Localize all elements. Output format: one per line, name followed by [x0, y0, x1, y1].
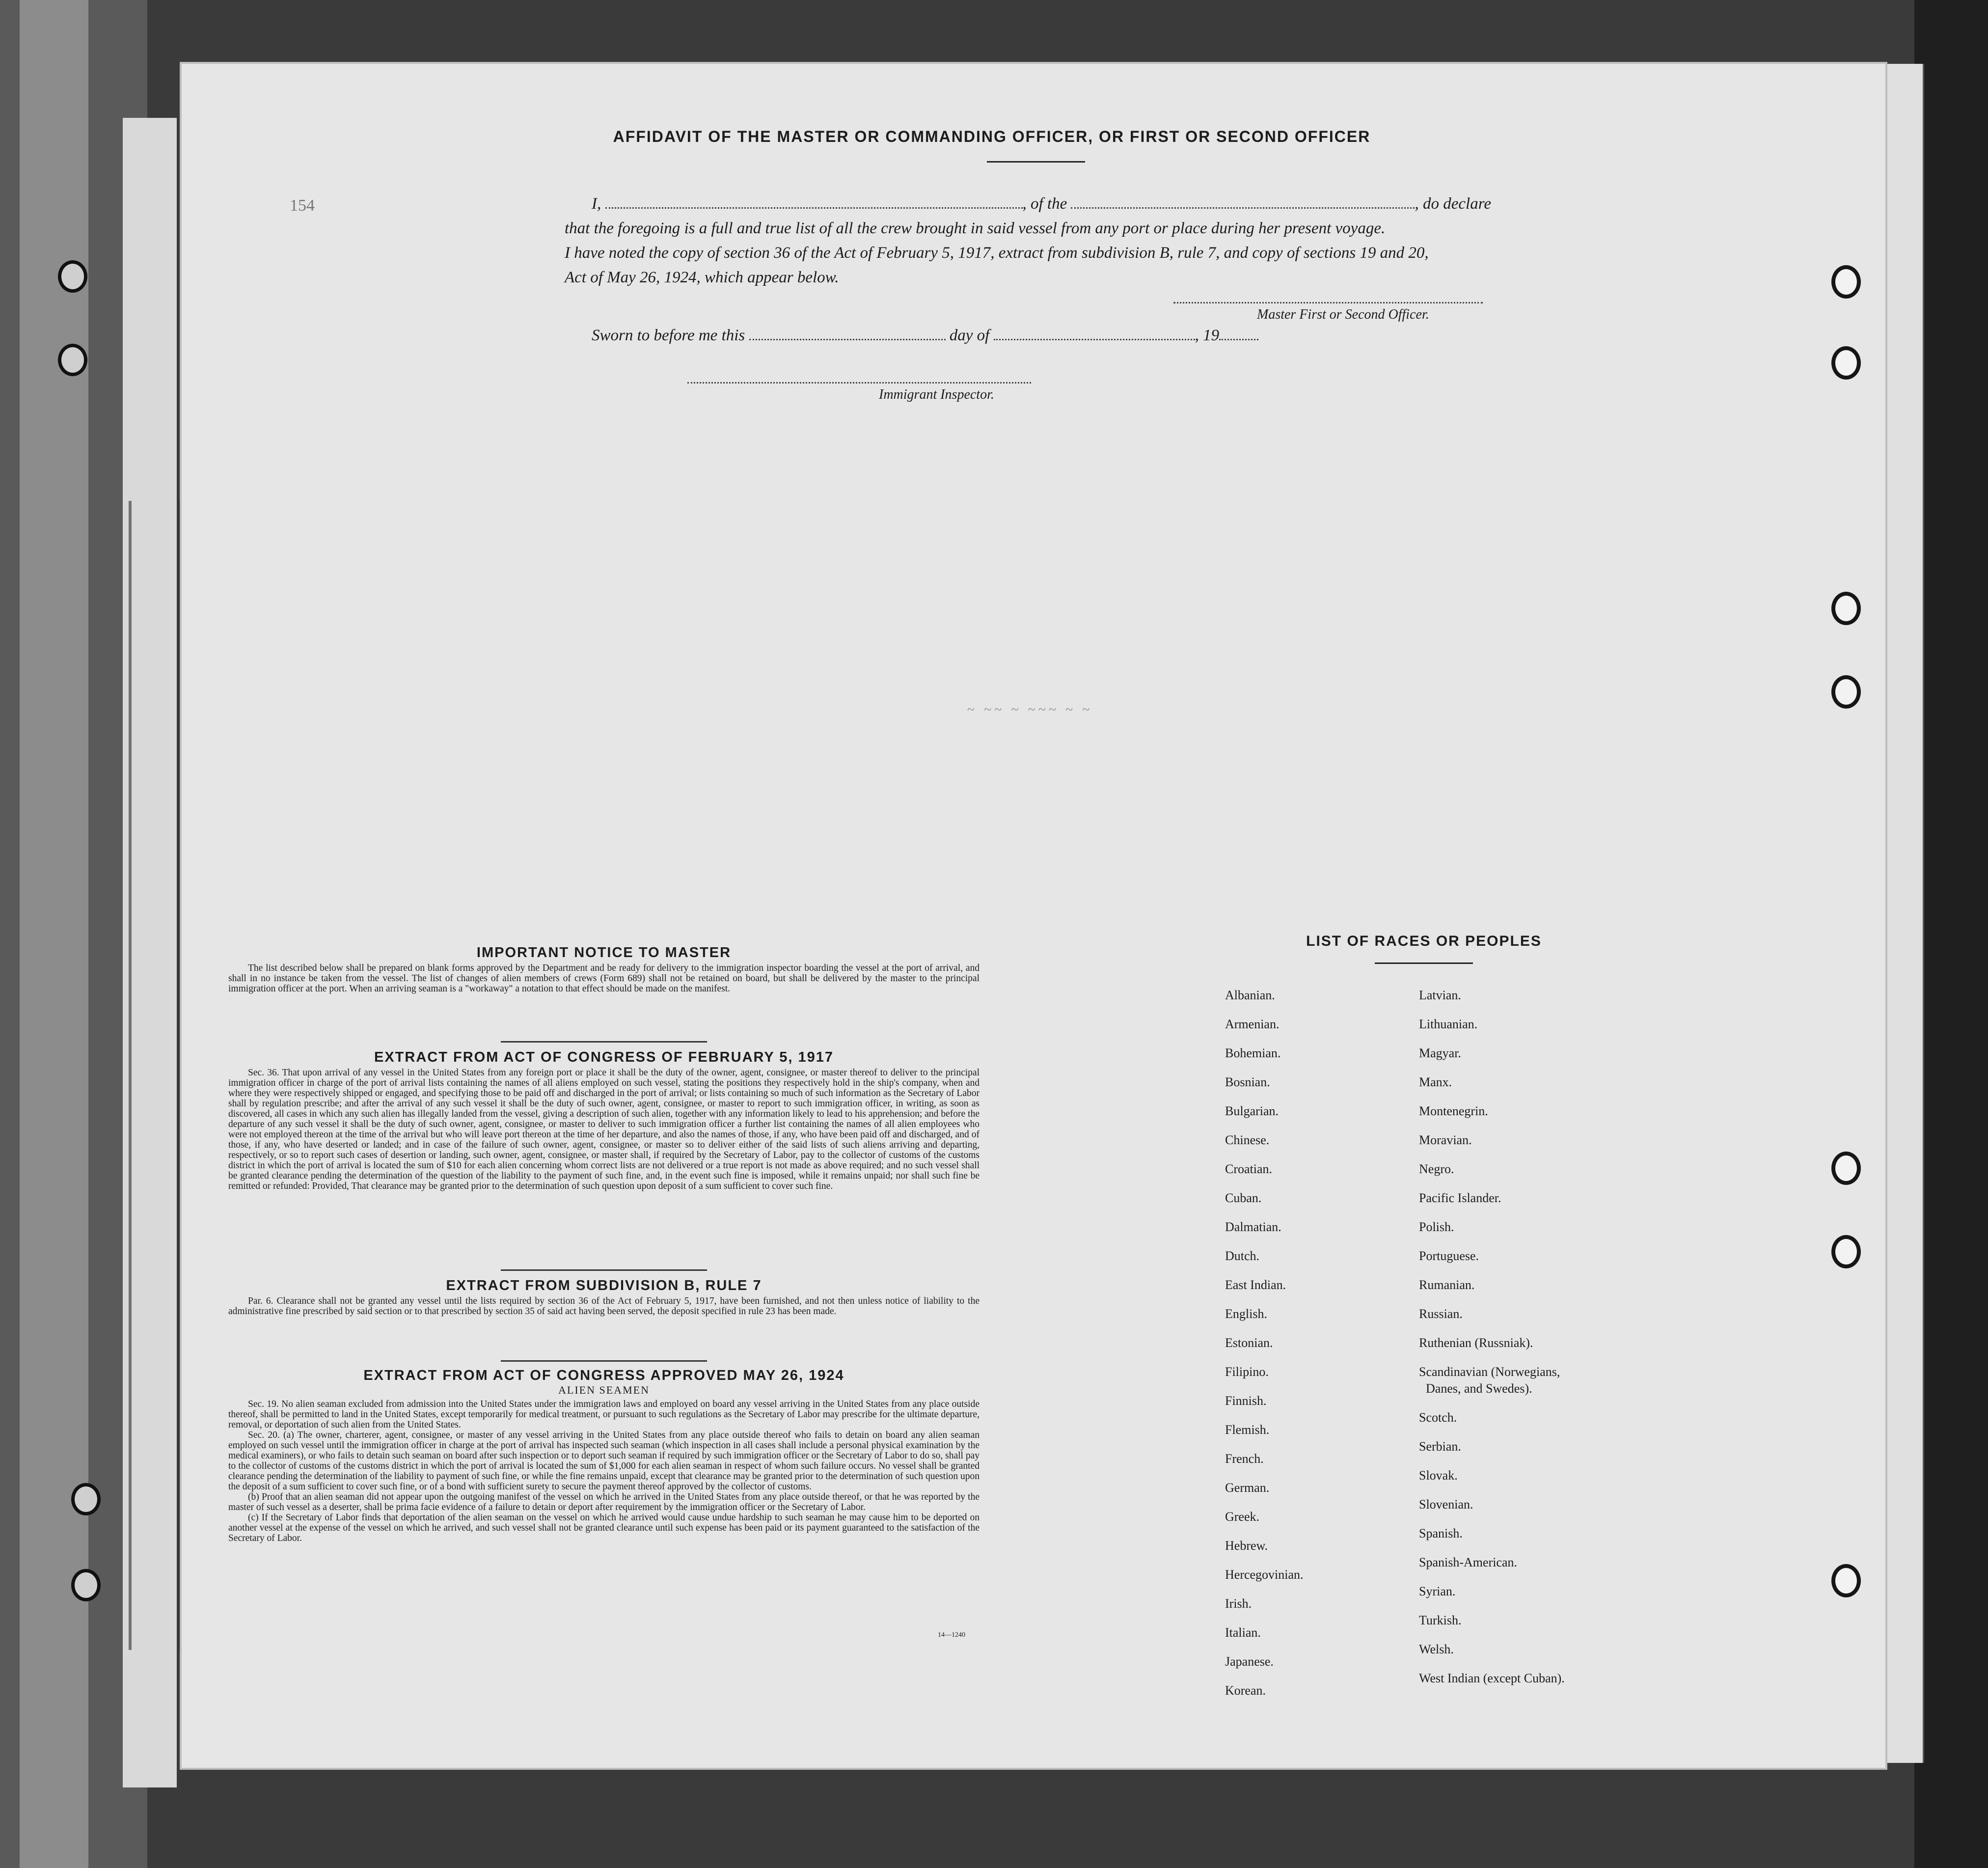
race-item: Albanian. [1225, 988, 1275, 1002]
binder-ring-icon [58, 344, 87, 376]
race-item: Italian. [1225, 1625, 1261, 1640]
race-item: Hercegovinian. [1225, 1567, 1304, 1582]
section-20c-text: (c) If the Secretary of Labor finds that deportation of the alien seaman on the vessel on which he arrived would cause undue hardship to such seaman he may cause him to be deported on another vessel at the expense of the vessel on which he arrived, and such vessel shall not be granted clearance until such expense has been paid or its payment guaranteed to the satisfaction of the Secretary of Labor. [228, 1512, 980, 1543]
signature-label: Master First or Second Officer. [1257, 307, 1429, 322]
race-item: Pacific Islander. [1419, 1191, 1501, 1205]
race-item: Spanish-American. [1419, 1555, 1518, 1569]
extract-1917-section [228, 1041, 980, 1191]
sworn-prefix: Sworn to before me this [592, 327, 745, 344]
race-item: Slovak. [1419, 1468, 1458, 1483]
races-title-rule [1375, 962, 1473, 964]
race-item: Armenian. [1225, 1017, 1280, 1031]
sworn-year-label: , 19 [1195, 327, 1220, 344]
race-item: English. [1225, 1307, 1267, 1321]
race-item: Dutch. [1225, 1249, 1260, 1263]
race-item: Greek. [1225, 1510, 1260, 1524]
race-item: Scandinavian (Norwegians, [1419, 1365, 1560, 1379]
sworn-line [592, 327, 1258, 345]
extract-rule7-body: Par. 6. Clearance shall not be granted any vessel until the lists required by section 36 of the Act of February 5, 1917, have been furnished, and not then unless notice of liability to the administrative fine prescribed by said section or to that prescribed by section 35 of said act having been served, the deposit specified in rule 23 has been made. [228, 1296, 980, 1317]
affidavit-title-rule [987, 161, 1085, 163]
extract-1917-title: EXTRACT FROM ACT OF CONGRESS OF FEBRUARY 5, 1917 [374, 1049, 834, 1065]
race-item: Danes, and Swedes). [1426, 1381, 1532, 1396]
race-item: Spanish. [1419, 1526, 1463, 1540]
sworn-year-blank [1219, 339, 1258, 340]
punch-hole-icon [1831, 346, 1861, 380]
races-column-1 [1225, 987, 1304, 1711]
race-item: Lithuanian. [1419, 1017, 1478, 1031]
race-item: Slovenian. [1419, 1497, 1473, 1511]
section-separator [501, 1269, 707, 1271]
race-item: Bulgarian. [1225, 1104, 1279, 1118]
important-notice-body: The list described below shall be prepared on blank forms approved by the Department and be ready for delivery to the immigration inspector boarding the vessel at the port of arrival, and shall in no instance be taken from the vessel. The list of changes of alien members of crews (Form 689) shall not be retained on board, but shall be delivered by the master to the principal immigration officer at the port. When an arriving seaman is a "workaway" a notation to that effect should be made on the manifest. [228, 963, 980, 994]
section-20b-text: (b) Proof that an alien seaman did not appear upon the outgoing manifest of the vessel on which he arrived in the United States from any place outside thereof, or that he was reported by the master of such vessel as a deserter, shall be prima facie evidence of a failure to detain or deport after requirement by the immigration officer or the Secretary of Labor. [228, 1492, 980, 1512]
race-item: French. [1225, 1452, 1264, 1466]
margin-page-number: 154 [290, 196, 315, 215]
race-item: Estonian. [1225, 1336, 1273, 1350]
race-item: Montenegrin. [1419, 1104, 1488, 1118]
race-item: Chinese. [1225, 1133, 1270, 1147]
race-item: Manx. [1419, 1075, 1452, 1089]
section-20a-text: Sec. 20. (a) The owner, charterer, agent, consignee, or master of any vessel arriving in the United States from any place outside thereof who fails to detain on board any alien seaman employed on such vessel until the immigration officer in charge at the port of arrival has inspected such seaman (which inspection in all cases shall include a personal physical examination by the medical examiners), or who fails to detain such seaman on board after such inspection or to deport such seaman if required by such immigration officer or the Secretary of Labor to do so, shall pay to the collector of customs of the customs district in which the port of arrival is located the sum of $1,000 for each alien seaman in respect of whom such failure occurs. No vessel shall be granted clearance pending the determination of the liability to payment of such fine, or while the fine remains unpaid, except that clearance may be granted prior to the determination of such question upon the deposit of a sum sufficient to cover such fine, or of a bond with sufficient surety to secure the payment thereof approved by the collector of customs. [228, 1430, 980, 1492]
races-list-title: LIST OF RACES OR PEOPLES [1306, 933, 1542, 949]
race-item: Korean. [1225, 1683, 1266, 1698]
sworn-day-blank [749, 339, 946, 340]
important-notice-title: IMPORTANT NOTICE TO MASTER [476, 945, 732, 961]
affidavit-i-label: I, [592, 195, 601, 213]
binder-ring-icon [58, 260, 87, 293]
binder-ring-icon [71, 1483, 101, 1515]
race-item: Latvian. [1419, 988, 1461, 1002]
important-notice-section [228, 945, 980, 994]
race-item: Syrian. [1419, 1584, 1456, 1598]
margin-handwriting [129, 501, 182, 1650]
race-item: Magyar. [1419, 1046, 1461, 1060]
race-item: Finnish. [1225, 1394, 1267, 1408]
race-item: West Indian (except Cuban). [1419, 1671, 1565, 1685]
punch-hole-icon [1831, 592, 1861, 625]
race-item: Rumanian. [1419, 1278, 1475, 1292]
sworn-month-blank [994, 339, 1195, 340]
section-separator [501, 1041, 707, 1043]
section-separator [501, 1360, 707, 1362]
race-item: Filipino. [1225, 1365, 1269, 1379]
extract-1917-body: Sec. 36. That upon arrival of any vessel in the United States from any foreign port or place it shall be the duty of the owner, agent, consignee, or master thereof to deliver to the principal immigration officer in charge of the port of arrival lists containing the names of all aliens employed on such vessel, stating the positions they respectively hold in the ship's company, when and where they were respectively shipped or engaged, and specifying those to be paid off and discharged in the port of arrival; or lists containing so much of such information as the Secretary of Labor shall by regulation prescribe; and after the arrival of any such vessel it shall be the duty of such owner, agent, consignee, or master to report to such immigration officer, in writing, as soon as discovered, all cases in which any such alien has illegally landed from the vessel, giving a description of such alien, together with any information likely to lead to his apprehension; and before the departure of any such vessel it shall be the duty of such owner, agent, consignee, or master to deliver to such immigration officer a further list containing the names of all alien employees who were not employed thereon at the time of the arrival but who will leave port thereon at the time of her departure, and also the names of those, if any, who have been paid off and discharged, and of those, if any, who have deserted or landed; and in case of the failure of such owner, agent, consignee, or master so to deliver either of the said lists of such aliens arriving and departing, respectively, or so to report such cases of desertion or landing, such owner, agent, consignee, or master shall, if required by the Secretary of Labor, pay to the collector of customs of the customs district in which the port of arrival is located the sum of $10 for each alien concerning whom correct lists are not delivered or a true report is not made as above required; and no such vessel shall be granted clearance pending the determination of the question of the liability to the payment of such fine, and, in the event such fine is imposed, while it remains unpaid; nor shall such fine be remitted or refunded: Provided, That clearance may be granted prior to the determination of such question upon deposit of a sum sufficient to cover such fine. [228, 1068, 980, 1191]
race-item: Dalmatian. [1225, 1220, 1281, 1234]
race-item: Moravian. [1419, 1133, 1472, 1147]
race-item: Russian. [1419, 1307, 1463, 1321]
affidavit-line-3: I have noted the copy of section 36 of the Act of February 5, 1917, extract from subdivision B, rule 7, and copy of sections 19 and 20, [565, 244, 1429, 262]
form-number: 14—1240 [938, 1631, 965, 1639]
punch-hole-icon [1831, 265, 1861, 299]
race-item: Portuguese. [1419, 1249, 1479, 1263]
extract-1924-section [228, 1360, 980, 1543]
faint-smudge-marks: ~ ~~ ~ ~~~ ~ ~ [967, 702, 1093, 717]
extract-rule7-section [228, 1269, 980, 1317]
section-19-text: Sec. 19. No alien seaman excluded from admission into the United States under the immigration laws and employed on board any vessel arriving in the United States from any place outside thereof, shall be permitted to land in the United States, except temporarily for medical treatment, or pursuant to such regulations as the Secretary of Labor may prescribe for the ultimate departure, removal, or deportation of such alien from the United States. [228, 1399, 980, 1430]
affidavit-line-2: that the foregoing is a full and true list of all the crew brought in said vessel from any port or place during her present voyage. [565, 220, 1386, 237]
extract-1924-title: EXTRACT FROM ACT OF CONGRESS APPROVED MAY 26, 1924 [363, 1368, 844, 1383]
race-item: Negro. [1419, 1162, 1454, 1176]
punch-hole-icon [1831, 1152, 1861, 1185]
master-name-blank [605, 207, 1023, 209]
affidavit-declare-label: , do declare [1415, 195, 1491, 213]
inspector-label: Immigrant Inspector. [879, 387, 994, 402]
race-item: Serbian. [1419, 1439, 1461, 1454]
alien-seamen-subtitle: ALIEN SEAMEN [558, 1384, 650, 1396]
race-item: Bohemian. [1225, 1046, 1281, 1060]
race-item: Bosnian. [1225, 1075, 1270, 1089]
race-item: Turkish. [1419, 1613, 1462, 1627]
race-item: East Indian. [1225, 1278, 1286, 1292]
affidavit-of-the-label: , of the [1022, 195, 1067, 213]
race-item: Hebrew. [1225, 1538, 1268, 1553]
race-item: Croatian. [1225, 1162, 1273, 1176]
punch-hole-icon [1831, 1564, 1861, 1597]
vessel-name-blank [1071, 207, 1415, 209]
extract-rule7-title: EXTRACT FROM SUBDIVISION B, RULE 7 [446, 1278, 762, 1293]
punch-hole-icon [1831, 675, 1861, 709]
affidavit-body [565, 192, 1704, 290]
affidavit-title: AFFIDAVIT OF THE MASTER OR COMMANDING OFFICER, OR FIRST OR SECOND OFFICER [613, 128, 1371, 145]
punch-hole-icon [1831, 1235, 1861, 1268]
inspector-signature-blank [687, 382, 1031, 384]
race-item: German. [1225, 1481, 1270, 1495]
race-item: Polish. [1419, 1220, 1454, 1234]
race-item: Flemish. [1225, 1423, 1270, 1437]
sworn-day-label: day of [949, 327, 990, 344]
document-page [182, 64, 1885, 1768]
signature-blank [1173, 302, 1483, 303]
race-item: Welsh. [1419, 1642, 1454, 1656]
affidavit-line-1 [565, 192, 1704, 216]
race-item: Scotch. [1419, 1410, 1457, 1425]
affidavit-line-4: Act of May 26, 1924, which appear below. [565, 269, 839, 286]
races-column-2 [1419, 987, 1565, 1699]
right-binder-edge [1914, 0, 1988, 1868]
race-item: Ruthenian (Russniak). [1419, 1336, 1533, 1350]
race-item: Irish. [1225, 1596, 1252, 1611]
binder-ring-icon [71, 1569, 101, 1601]
race-item: Cuban. [1225, 1191, 1262, 1205]
race-item: Japanese. [1225, 1654, 1274, 1669]
